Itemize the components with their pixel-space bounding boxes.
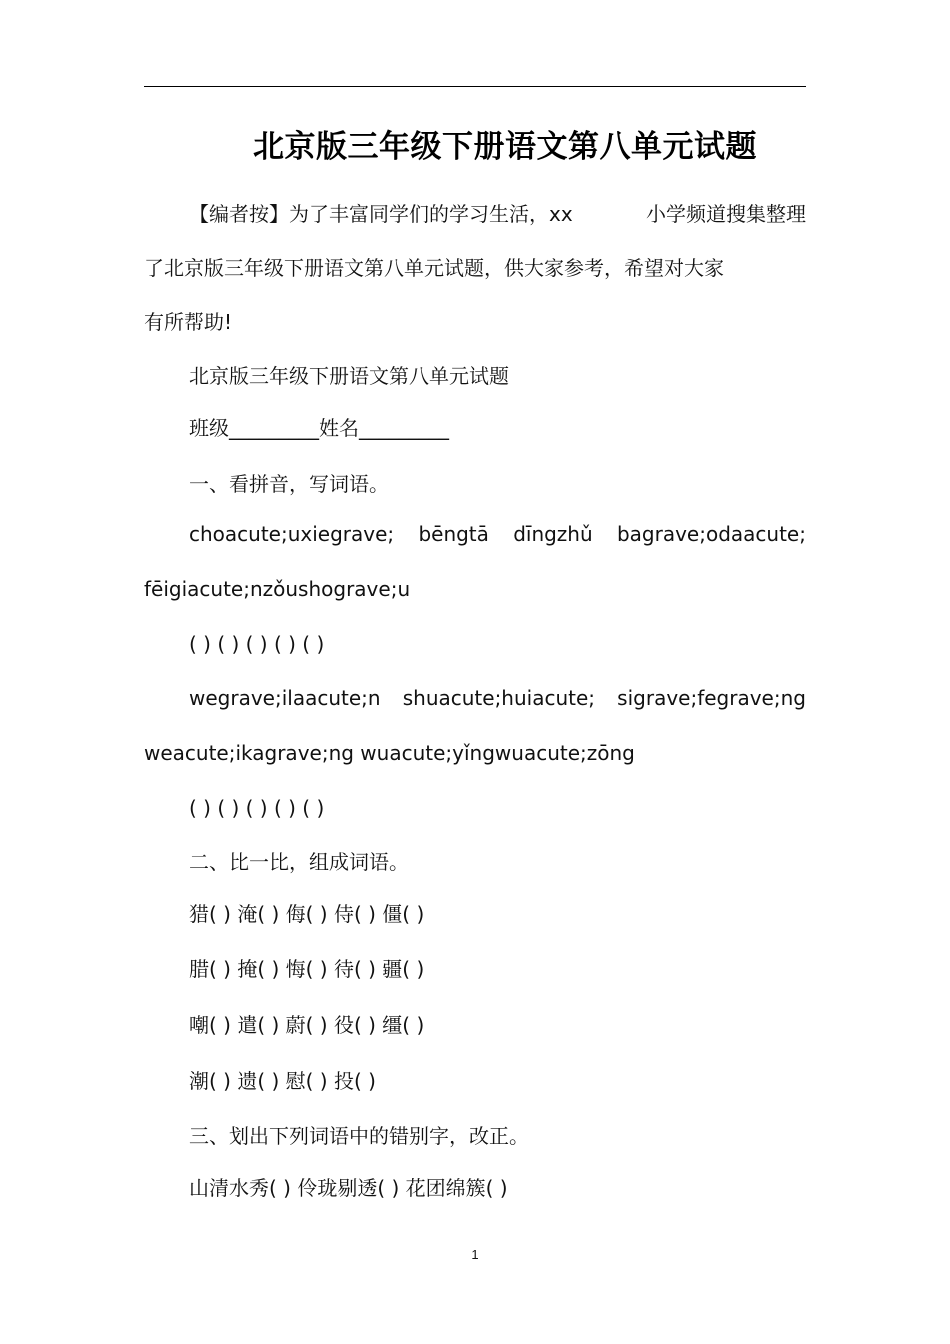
pinyin-row-1-continued: fēigiacute;nzǒushograve;u — [144, 577, 411, 601]
pinyin-word: choacute;uxiegrave; — [189, 522, 395, 546]
header-rule — [144, 86, 806, 87]
pinyin-row-1 — [189, 519, 806, 549]
answer-blanks-2: ( ) ( ) ( ) ( ) ( ) — [189, 796, 325, 820]
page-number: 1 — [471, 1247, 479, 1262]
compare-row: 腊( ) 掩( ) 悔( ) 待( ) 疆( ) — [189, 957, 425, 981]
correction-row: 山清水秀( ) 伶珑剔透( ) 花团绵簇( ) — [189, 1176, 508, 1200]
pinyin-word: bēngtā — [418, 522, 489, 546]
pinyin-row-2 — [189, 683, 806, 713]
pinyin-word: shuacute;huiacute; — [402, 686, 596, 710]
section-2-heading: 二、比一比，组成词语。 — [189, 850, 409, 874]
section-1-heading: 一、看拼音，写词语。 — [189, 472, 389, 496]
section-3-heading: 三、划出下列词语中的错别字，改正。 — [189, 1124, 529, 1148]
pinyin-word: sigrave;fegrave;ng — [617, 686, 806, 710]
class-name-line: 班级_________姓名_________ — [189, 416, 449, 440]
pinyin-word: dīngzhǔ — [513, 522, 593, 546]
answer-blanks-1: ( ) ( ) ( ) ( ) ( ) — [189, 632, 325, 656]
subtitle: 北京版三年级下册语文第八单元试题 — [189, 364, 509, 388]
intro-line-3: 有所帮助! — [144, 310, 233, 334]
intro-line-1-part-b: 小学频道搜集整理 — [646, 202, 806, 226]
compare-row: 潮( ) 遗( ) 慰( ) 投( ) — [189, 1069, 376, 1093]
pinyin-row-2-continued: weacute;ikagrave;ng wuacute;yǐngwuacute;zōng — [144, 741, 635, 765]
intro-line-2: 了北京版三年级下册语文第八单元试题，供大家参考，希望对大家 — [144, 256, 724, 280]
document-title: 北京版三年级下册语文第八单元试题 — [253, 129, 757, 165]
compare-row: 猎( ) 淹( ) 侮( ) 侍( ) 僵( ) — [189, 902, 425, 926]
pinyin-word: wegrave;ilaacute;n — [189, 686, 381, 710]
intro-line-1 — [189, 199, 806, 229]
compare-row: 嘲( ) 遣( ) 蔚( ) 役( ) 缰( ) — [189, 1013, 425, 1037]
pinyin-word: bagrave;odaacute; — [616, 522, 806, 546]
intro-line-1-part-a: 【编者按】为了丰富同学们的学习生活，xx — [189, 202, 573, 226]
